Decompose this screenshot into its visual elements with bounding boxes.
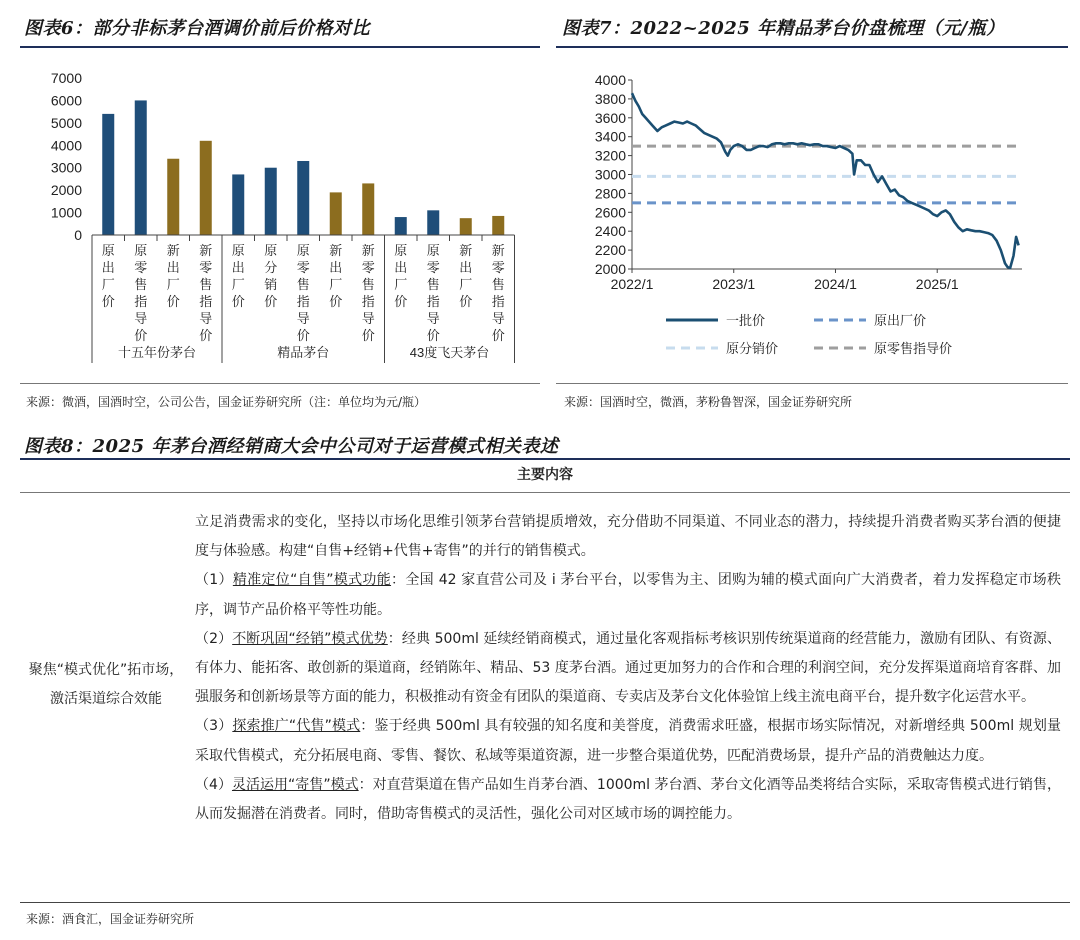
- fig6-title-rule: [20, 46, 540, 48]
- y-tick-label: 2800: [594, 185, 626, 202]
- legend-label: 原零售指导价: [874, 341, 953, 356]
- x-tick-label: 2024/1: [814, 276, 857, 292]
- y-tick-label: 3000: [594, 166, 626, 183]
- intro-paragraph: 立足消费需求的变化，坚持以市场化思维引领茅台营销提质增效，充分借助不同渠道、不同业态的潜力，持续提升消费者购买茅台酒的便捷度与体验感。构建“自售+经销+代售+寄售”的并行的销售模式。: [195, 514, 1061, 560]
- fig6-title: 图表6：部分非标茅台酒调价前后价格对比: [24, 18, 371, 39]
- legend-label: 一批价: [726, 313, 766, 328]
- y-tick-label: 3000: [50, 159, 82, 176]
- bar: [297, 161, 309, 235]
- bar: [167, 159, 179, 235]
- fig6-bar-chart: [20, 56, 540, 374]
- series-line: [632, 93, 1019, 268]
- bar: [102, 114, 114, 235]
- item-1: [195, 566, 1061, 624]
- y-tick-label: 1000: [50, 204, 82, 221]
- fig6-bottom-rule: [20, 383, 540, 384]
- legend-label: 原分销价: [726, 341, 779, 356]
- item-1-num: （1）: [195, 572, 233, 589]
- y-tick-label: 5000: [50, 114, 82, 131]
- item-3-lead: 探索推广“代售”模式: [232, 718, 361, 735]
- item-2-num: （2）: [195, 630, 233, 647]
- table-header: 主要内容: [517, 467, 573, 483]
- group-label: 精品茅台: [277, 345, 330, 360]
- item-4-text: ：对直营渠道在售产品如生肖茅台酒、1000ml 茅台酒、茅台文化酒等品类将结合实际，采取寄售模式进行销售，从而发掘潜在消费者。同时，借助寄售模式的灵活性，强化公司对区域市场的调控能力。: [195, 776, 1061, 823]
- y-tick-label: 4000: [50, 137, 82, 154]
- table-body: [195, 508, 1061, 829]
- x-tick-label: 新出厂价: [166, 243, 180, 309]
- y-tick-label: 3800: [594, 90, 626, 107]
- bar: [427, 210, 439, 235]
- x-tick-label: 原出厂价: [231, 243, 245, 309]
- x-tick-label: 原分销价: [264, 243, 278, 309]
- fig8-bottom-rule: [20, 902, 1070, 903]
- fig8-title: 图表8：2025 年茅台酒经销商大会中公司对于运营模式相关表述: [24, 436, 559, 457]
- x-tick-label: 新零售指导价: [199, 243, 213, 343]
- item-2: [195, 625, 1061, 713]
- bar: [460, 218, 472, 235]
- group-label: 43度飞天茅台: [409, 345, 490, 360]
- fig7-bottom-rule: [556, 383, 1068, 384]
- item-4-num: （4）: [195, 776, 232, 793]
- fig8-source: 来源：酒食汇，国金证券研究所: [26, 912, 195, 926]
- item-2-text: ：经典 500ml 延续经销商模式，通过量化客观指标考核识别传统渠道商的经营能力，激励有团队、有资源、有体力、能拓客、敢创新的渠道商，经销陈年、精品、53 度茅台酒。通过更加努力的合作和合理的利润空间，充分发挥渠道商培育客群、加强服务和创新场景等方面的能力，积极推动有资金有团队的渠道商、专卖店及茅台文化体验馆上线主流电商平台，提升数字化运营水平。: [195, 630, 1061, 706]
- group-label: 十五年份茅台: [117, 345, 197, 360]
- bar: [395, 217, 407, 235]
- item-1-lead: 精准定位“自售”模式功能: [232, 572, 392, 589]
- item-3: [195, 712, 1061, 770]
- table-header-rule: [20, 492, 1070, 493]
- y-tick-label: 0: [74, 227, 82, 243]
- fig8-title-rule: [20, 458, 1070, 460]
- legend-label: 原出厂价: [874, 313, 927, 328]
- y-tick-label: 7000: [50, 70, 82, 86]
- x-tick-label: 原出厂价: [101, 243, 115, 309]
- x-tick-label: 原零售指导价: [426, 243, 440, 343]
- fig6-source: 来源：微酒，国酒时空，公司公告，国金证券研究所（注：单位均为元/瓶）: [26, 395, 427, 409]
- item-4-lead: 灵活运用“寄售”模式: [231, 776, 359, 793]
- x-tick-label: 新出厂价: [459, 243, 473, 309]
- item-3-text: ：鉴于经典 500ml 具有较强的知名度和美誉度，消费需求旺盛，根据市场实际情况，对新增经典 500ml 规划量采取代售模式，充分拓展电商、零售、餐饮、私域等渠道资源，进一步整合渠道优势，匹配消费场景，提升产品的消费触达力度。: [195, 718, 1061, 764]
- item-3-num: （3）: [195, 718, 233, 735]
- bar: [232, 174, 244, 235]
- y-tick-label: 4000: [594, 72, 626, 88]
- y-tick-label: 6000: [50, 92, 82, 109]
- x-tick-label: 2025/1: [915, 276, 959, 292]
- x-tick-label: 新零售指导价: [491, 243, 505, 343]
- bar: [135, 100, 147, 235]
- y-tick-label: 3400: [594, 128, 626, 145]
- table-left-cell: 聚焦“模式优化”拓市场，激活渠道综合效能: [28, 662, 184, 707]
- fig7-title-rule: [556, 46, 1068, 48]
- bar: [330, 192, 342, 235]
- x-tick-label: 2022/1: [610, 276, 654, 292]
- bar: [362, 183, 374, 235]
- fig7-line-chart: [556, 56, 1068, 374]
- fig7-title: 图表7：2022~2025 年精品茅台价盘梳理（元/瓶）: [562, 18, 1005, 39]
- bar: [200, 141, 212, 235]
- x-tick-label: 新零售指导价: [361, 243, 375, 343]
- item-4: [195, 771, 1061, 829]
- bar: [492, 216, 504, 235]
- item-2-lead: 不断巩固“经销”模式优势: [232, 630, 388, 647]
- y-tick-label: 2000: [50, 182, 82, 199]
- y-tick-label: 2200: [594, 242, 626, 259]
- fig7-source: 来源：国酒时空，微酒，茅粉鲁智深，国金证券研究所: [564, 395, 853, 409]
- y-tick-label: 3600: [594, 109, 626, 126]
- bar: [265, 168, 277, 235]
- y-tick-label: 2000: [594, 261, 626, 277]
- x-tick-label: 2023/1: [712, 276, 756, 292]
- x-tick-label: 原零售指导价: [296, 243, 310, 343]
- y-tick-label: 2600: [594, 204, 626, 221]
- x-tick-label: 新出厂价: [329, 243, 343, 309]
- y-tick-label: 3200: [594, 147, 626, 164]
- x-tick-label: 原零售指导价: [134, 243, 148, 343]
- y-tick-label: 2400: [594, 223, 626, 240]
- item-1-text: ：全国 42 家直营公司及 i 茅台平台，以零售为主、团购为辅的模式面向广大消费者，着力发挥稳定市场秩序，调节产品价格平等性功能。: [195, 572, 1061, 618]
- x-tick-label: 原出厂价: [394, 243, 408, 309]
